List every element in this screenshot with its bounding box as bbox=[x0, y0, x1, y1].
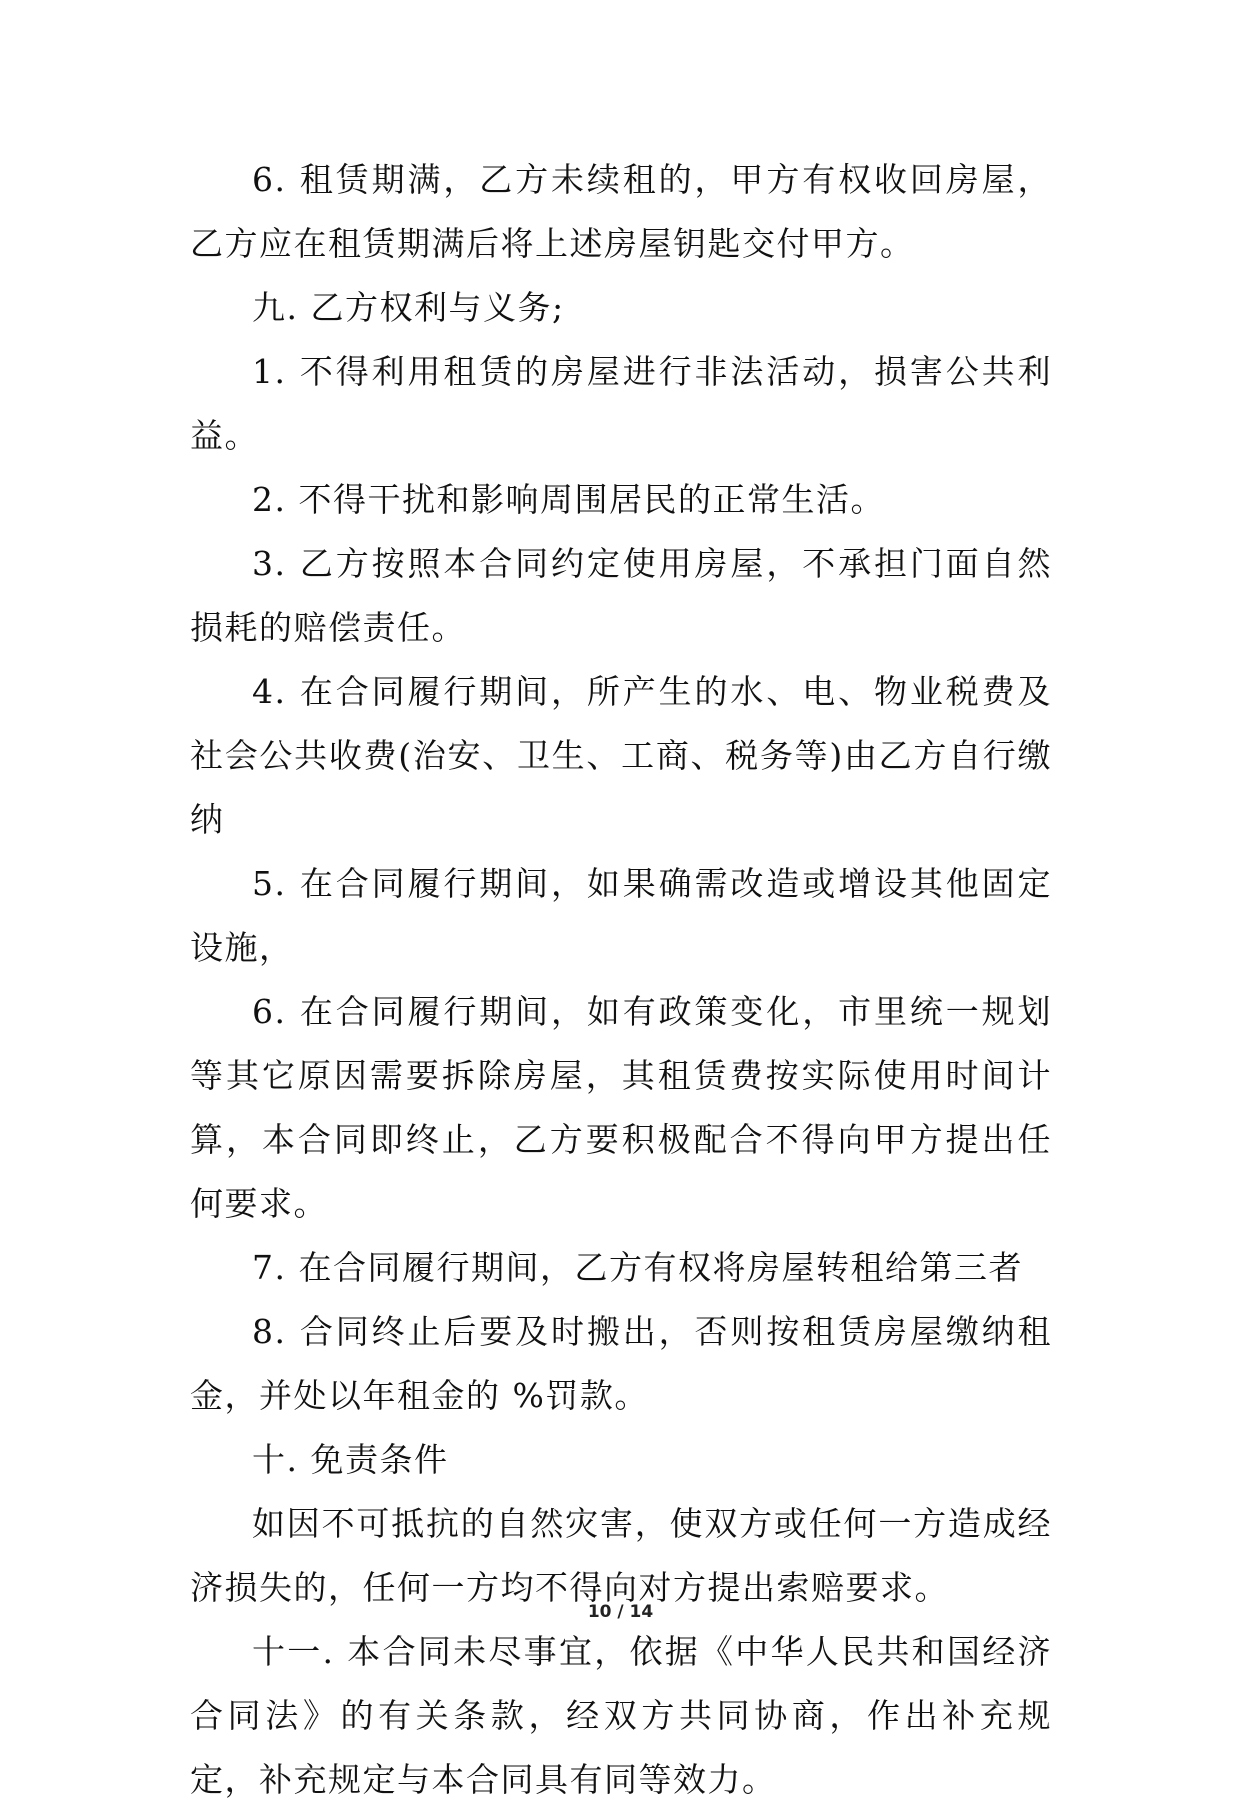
paragraph-clause-9-1: 1. 不得利用租赁的房屋进行非法活动，损害公共利益。 bbox=[190, 352, 1052, 455]
paragraph-clause-9-6: 6. 在合同履行期间，如有政策变化，市里统一规划等其它原因需要拆除房屋，其租赁费按实际使用时间计算，本合同即终止，乙方要积极配合不得向甲方提出任何要求。 bbox=[190, 992, 1052, 1223]
paragraph-clause-9-5: 5. 在合同履行期间，如果确需改造或增设其他固定设施， bbox=[190, 864, 1052, 967]
paragraph-clause-9-8: 8. 合同终止后要及时搬出，否则按租赁房屋缴纳租金，并处以年租金的 %罚款。 bbox=[190, 1312, 1052, 1415]
paragraph-clause-8-6: 6. 租赁期满，乙方未续租的，甲方有权收回房屋，乙方应在租赁期满后将上述房屋钥匙交付甲方。 bbox=[190, 160, 1052, 263]
document-body bbox=[190, 148, 1052, 1812]
paragraph-clause-9-4: 4. 在合同履行期间，所产生的水、电、物业税费及社会公共收费(治安、卫生、工商、税务等)由乙方自行缴纳 bbox=[190, 672, 1052, 839]
paragraph-clause-9-7: 7. 在合同履行期间，乙方有权将房屋转租给第三者 bbox=[252, 1248, 1023, 1287]
paragraph-exemption: 如因不可抵抗的自然灾害，使双方或任何一方造成经济损失的，任何一方均不得向对方提出索赔要求。 bbox=[190, 1504, 1052, 1607]
section-heading-9: 九. 乙方权利与义务; bbox=[252, 288, 565, 327]
page-number: 10 / 14 bbox=[587, 1602, 654, 1622]
section-heading-11: 十一. 本合同未尽事宜，依据《中华人民共和国经济合同法》的有关条款，经双方共同协商，作出补充规定，补充规定与本合同具有同等效力。 bbox=[190, 1632, 1052, 1799]
paragraph-clause-9-3: 3. 乙方按照本合同约定使用房屋，不承担门面自然损耗的赔偿责任。 bbox=[190, 544, 1052, 647]
section-heading-10: 十. 免责条件 bbox=[252, 1440, 449, 1479]
paragraph-clause-9-2: 2. 不得干扰和影响周围居民的正常生活。 bbox=[252, 480, 885, 519]
